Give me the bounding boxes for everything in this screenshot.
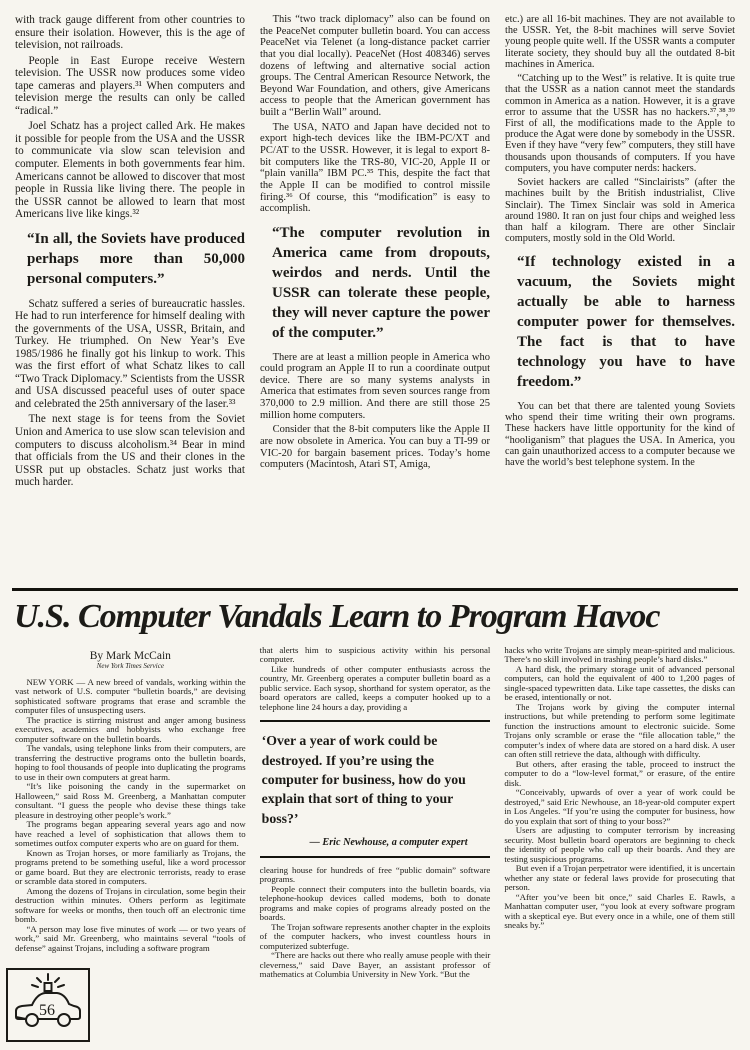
page-number: 56 (39, 1002, 55, 1019)
bottom-column-3 (504, 646, 735, 1040)
paragraph: This “two track diplomacy” also can be found on the PeaceNet computer bulletin board. You can access PeaceNet via Telenet (a long-distance packet carrier that you dial locally). PeaceNet (Host 408346) serves dozens of leftwing and alternative social action groups. The Central American Resource Network, the Beyond War Foundation, and others, give Americans access to people that the American government has built a “Berlin Wall” around. (260, 14, 490, 119)
paragraph: NEW YORK — A new breed of vandals, working within the vast network of U.S. computer “bulletin boards,” are devising sophisticated software programs that erase and scramble the computer files of unsuspecting users. (15, 676, 246, 716)
paragraph: The next stage is for teens from the Soviet Union and America to use slow scan television and computers to discuss alcoholism.³⁴ Bear in mind that officials from the US and their clones in the USSR put up obstacles. Schatz just works that much harder. (15, 413, 245, 489)
paragraph: Among the dozens of Trojans in circulation, some begin their destruction within minutes. Others perform as legitimate software for weeks or months, then touch off an electronic time bomb. (15, 885, 246, 925)
top-column-2 (260, 14, 490, 578)
paragraph: Like hundreds of other computer enthusiasts across the country, Mr. Greenberg operates a computer bulletin board as a public service. Each sysop, shorthand for system operator, as the board operators are called, keeps a computer hooked up to a telephone line 24 hours a day, providing a (259, 663, 491, 712)
paragraph: The practice is stirring mistrust and anger among business executives, academics and hobbyists who exchange free computer software on the bulletin boards. (15, 714, 246, 744)
paragraph: Soviet hackers are called “Sinclairists” (after the machines built by the British industrialist, Clive Sinclair). The Timex Sinclair was sold in America around 1980. It ran on just four chips and weighed less than half a kilogram. There are other Sinclair computers, mostly sold in the Old World. (505, 177, 735, 245)
top-column-3 (505, 14, 735, 578)
paragraph: But even if a Trojan perpetrator were identified, it is uncertain whether any state or federal laws provide for prosecuting that person. (504, 863, 736, 893)
paragraph: hacks who write Trojans are simply mean-spirited and malicious. There’s no skill involved in trashing people’s hard disks.” (504, 644, 736, 665)
bottom-article-section (0, 640, 750, 1040)
paragraph: Schatz suffered a series of bureaucratic hassles. He had to run interference for himself dealing with the governments of the USA, USSR, Britain, and Turkey. He triumphed. On New Year’s Eve 1985/1986 he finally got his linkup to work. This was the first effort of what Schatz likes to call “Two Track Diplomacy.” Scientists from the USSR and USA discussed peaceful uses of outer space and celebrated the 25th anniversary of the laser.³³ (15, 297, 245, 410)
paragraph: “Catching up to the West” is relative. It is quite true that the USSR as a nation cannot meet the standards common in America as a nation. However, it is a grave error to assume that the USSR has no hackers.³⁷,³⁸,³⁹ First of all, the modifications made to the Apple to produce the Agat were done by somebody in the USSR. Even if they have “very few” computers, they still have thousands upon thousands of computers. If you have computers, you have computer nerds: hackers. (505, 73, 735, 174)
paragraph: A hard disk, the primary storage unit of advanced personal computers, can hold the equivalent of 400 to 1,200 pages of single-spaced typewritten data. Like tape cassettes, the disks can be erased, intentionally or not. (504, 663, 736, 703)
paragraph: People in East Europe receive Western television. The USSR now produces some video tape cameras and players.³¹ When computers and television merge the results can only be called “radical.” (15, 54, 245, 117)
pull-quote: ‘Over a year of work could be destroyed. If you’re using the computer for business, how do you explain that sort of thing to your boss?’ (261, 733, 466, 826)
paragraph: The Trojan software represents another chapter in the exploits of the computer hackers, who invest countless hours in computerized subterfuge. (259, 921, 491, 951)
police-car-icon (8, 970, 88, 1040)
paragraph: clearing house for hundreds of free “public domain” software programs. (259, 864, 491, 885)
paragraph: etc.) are all 16-bit machines. They are not available to the USSR. Yet, the 8-bit machines will serve Soviet young people quite well. If the USSR wants a computer literate society, they should buy all the outdated 8-bit machines in America. (505, 14, 735, 70)
pull-quote: “If technology existed in a vacuum, the Soviets might actually be able to harness computer power for themselves. The fact is that to have technology you have to have freedom.” (517, 254, 735, 390)
paragraph: The Trojans work by giving the computer internal instructions, but while pretending to perform some legitimate function the instructions amount to electronic suicide. Some Trojans only scramble or erase the “file allocation table,” the computer’s index of where data are stored on a hard disk. A user can often still retrieve the data, although with difficulty. (504, 701, 736, 760)
paragraph: that alerts him to suspicious activity within his personal computer. (259, 644, 491, 665)
byline-source: New York Times Service (96, 662, 164, 671)
paragraph: Known as Trojan horses, or more familiarly as Trojans, the programs pretend to be something useful, like a word processor or game board. But they are electronic terrorists, ready to erase or scramble data stored in computers. (15, 847, 246, 887)
pull-quote-attribution: — Eric Newhouse, a computer expert (309, 836, 468, 848)
paragraph: The programs began appearing several years ago and now have reached a level of sophistication that allows them to sometimes outfox computer experts who are on guard for them. (15, 819, 246, 849)
paragraph: “A person may lose five minutes of work — or two years of work,” said Mr. Greenberg, who maintains several “tools of defense” against Trojans, including a software program (15, 923, 246, 953)
paragraph: There are at least a million people in America who could program an Apple II to run a coordinate output device. There are so many systems analysts in America that estimates from seven sources range from 370,000 to 2.9 million. And there are still those 25 million home computers. (260, 351, 490, 421)
paragraph: But others, after erasing the table, proceed to instruct the computer to do a “low-level format,” or erasure, of the entire disk. (504, 758, 736, 788)
paragraph: “There are hacks out there who really amuse people with their cleverness,” said Dave Bayer, an assistant professor of mathematics at Columbia University in New York. “But the (259, 950, 491, 980)
paragraph: Users are adjusting to computer terrorism by increasing security. Most bulletin board operators are beginning to check the identity of people who call up their boards. And they are testing suspicious programs. (504, 825, 736, 864)
paragraph: You can bet that there are talented young Soviets who spend their time writing their own programs. These hackers have little opportunity for the kind of “hooliganism” that plagues the USA. In America, you can gain unauthorized access to a computer because we have the world’s best telephone system. In the (505, 400, 735, 469)
pull-quote-box (260, 720, 491, 858)
byline: By Mark McCain (89, 649, 171, 662)
paragraph: “After you’ve been bit once,” said Charles E. Rawls, a Manhattan computer user, “you look at every software program with a skeptical eye. But every once in a while, one of them still sneaks by.” (504, 891, 736, 931)
paragraph: People connect their computers into the bulletin boards, via telephone-hookup devices called modems, both to donate programs and make copies of programs already posted on the boards. (259, 883, 491, 923)
bottom-column-2 (260, 646, 491, 1040)
pull-quote: “The computer revolution in America came from dropouts, weirdos and nerds. Until the USSR can tolerate these people, they will never capture the power of the computer.” (272, 224, 490, 341)
byline-block (15, 650, 246, 671)
paragraph: The vandals, using telephone links from their computers, are transferring the destructive programs onto the bulletin boards, hoping to fool thousands of people into duplicating the programs to use in their own computers at great harm. (15, 743, 246, 782)
paragraph: The USA, NATO and Japan have decided not to export high-tech devices like the IBM-PC/XT and PC/AT to the USSR. However, it is legal to export 8-bit computers like the TRS-80, VIC-20, Apple II or “plain vanilla” IBM PC.³⁵ This, despite the fact that the Apple II can be modified to control missile firing.³⁶ Of course, this “modification” is easy to accomplish. (260, 121, 490, 215)
page-number-badge (6, 968, 90, 1042)
paragraph: Consider that the 8-bit computers like the Apple II are now obsolete in America. You can buy a TI-99 or VIC-20 for bargain basement prices. Today’s home computers (Macintosh, Atari ST, Amiga, (260, 424, 490, 471)
paragraph: “Conceivably, upwards of over a year of work could be destroyed,” said Eric Newhouse, an 18-year-old computer expert in Los Angeles. “If you’re using the computer for business, how do you explain that sort of thing to your boss?” (504, 787, 736, 826)
pull-quote: “In all, the Soviets have produced perhaps more than 50,000 personal computers.” (27, 230, 245, 287)
paragraph: with track gauge different from other countries to ensure their isolation. However, this is the age of television, not railroads. (15, 14, 245, 52)
headline: U.S. Computer Vandals Learn to Program Havoc (14, 598, 660, 635)
top-column-1 (15, 14, 245, 578)
paragraph: Joel Schatz has a project called Ark. He makes it possible for people from the USA and the USSR to communicate via slow scan television and computer. Elements in both governments fear him. Americans cannot be allowed to discover that most people in Russia like living there. The people in the USSR cannot be allowed to learn that most Americans live like kings.³² (15, 120, 245, 221)
paragraph: “It’s like poisoning the candy in the supermarket on Halloween,” said Ross M. Greenberg, a Manhattan computer consultant. “I guess the people who devise these things take pleasure in destroying other people’s work.” (15, 781, 246, 820)
